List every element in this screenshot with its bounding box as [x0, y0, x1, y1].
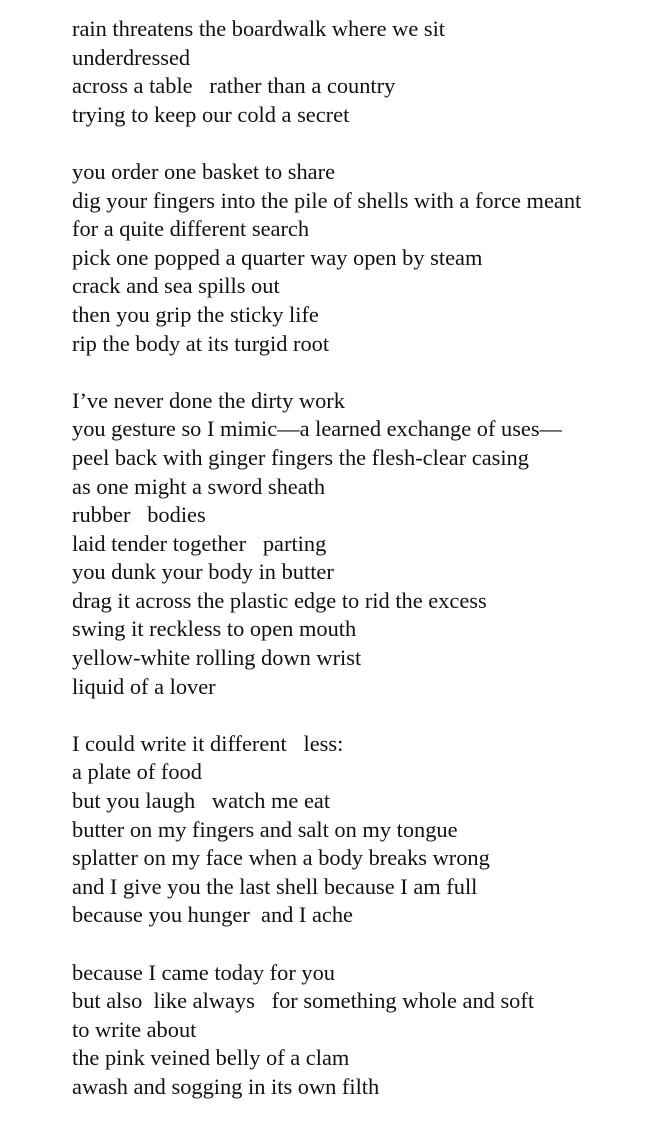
poem-line: rain threatens the boardwalk where we sit: [72, 16, 446, 41]
poem-line: dig your fingers into the pile of shells with a force meant: [72, 187, 582, 213]
poem-line: you gesture so I mimic—a learned exchange of uses—: [72, 416, 562, 442]
poem-line: the pink veined belly of a clam: [72, 1045, 350, 1071]
poem-line: you order one basket to share: [72, 158, 336, 184]
poem-line: splatter on my face when a body breaks wrong: [72, 845, 490, 871]
poem-line: you dunk your body in butter: [72, 559, 334, 585]
stanza-4: [72, 730, 668, 930]
poem-line: pick one popped a quarter way open by steam: [72, 244, 483, 270]
poem-line: I could write it different less:: [72, 730, 344, 756]
poem-line: underdressed: [72, 44, 191, 70]
stanza-2: [72, 158, 668, 358]
poem-line: butter on my fingers and salt on my tongue: [72, 816, 458, 842]
poem-line: rip the body at its turgid root: [72, 330, 330, 356]
poem-line: laid tender together parting: [72, 530, 327, 556]
poem-line: drag it across the plastic edge to rid the excess: [72, 587, 487, 613]
poem: [72, 15, 668, 1130]
poem-line: peel back with ginger fingers the flesh-clear casing: [72, 444, 529, 470]
poem-line: across a table rather than a country: [72, 73, 396, 99]
poem-line: awash and sogging in its own filth: [72, 1073, 380, 1099]
poem-line: trying to keep our cold a secret: [72, 101, 350, 127]
poem-line: yellow-white rolling down wrist: [72, 645, 362, 671]
stanza-1: [72, 15, 668, 129]
poem-line: rubber bodies: [72, 502, 206, 528]
poem-line: but also like always for something whole and soft: [72, 988, 535, 1014]
poem-line: liquid of a lover: [72, 673, 216, 699]
poem-line: as one might a sword sheath: [72, 473, 326, 499]
stanza-5: [72, 959, 668, 1102]
poem-line: because you hunger and I ache: [72, 902, 353, 928]
poem-line: and I give you the last shell because I am full: [72, 873, 478, 899]
poem-line: crack and sea spills out: [72, 273, 280, 299]
poem-line: because I came today for you: [72, 959, 335, 985]
stanza-3: [72, 387, 668, 702]
poem-line: a plate of food: [72, 759, 202, 785]
poem-line: to write about: [72, 1016, 197, 1042]
poem-line: but you laugh watch me eat: [72, 788, 331, 814]
poem-line: I’ve never done the dirty work: [72, 387, 345, 413]
poem-line: for a quite different search: [72, 216, 310, 242]
poem-line: swing it reckless to open mouth: [72, 616, 357, 642]
poem-line: then you grip the sticky life: [72, 301, 319, 327]
